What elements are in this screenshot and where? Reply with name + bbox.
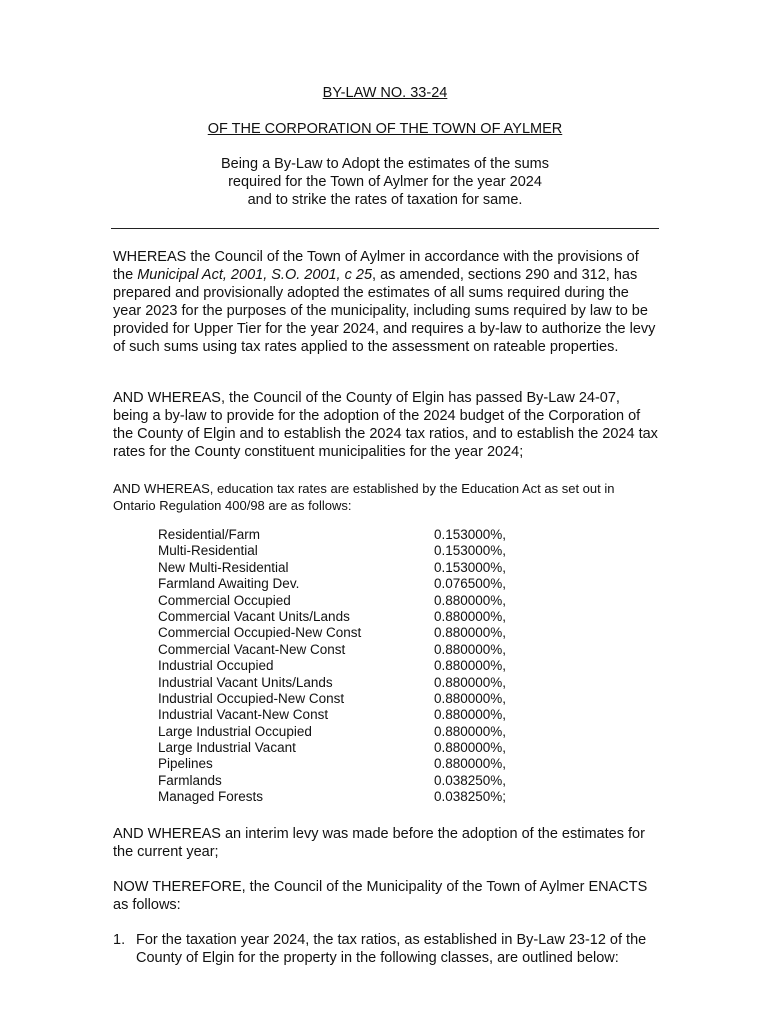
rate-value: 0.153000%, xyxy=(434,559,507,575)
rate-class-name: Multi-Residential xyxy=(158,543,258,559)
list-item-number: 1. xyxy=(113,932,126,948)
corporation-heading: OF THE CORPORATION OF THE TOWN OF AYLMER xyxy=(207,121,563,137)
rate-row xyxy=(158,707,558,723)
rate-class-name: Commercial Occupied xyxy=(158,592,291,608)
rate-value: 0.880000%, xyxy=(434,690,507,706)
rate-class-name: Commercial Vacant Units/Lands xyxy=(158,608,350,624)
rate-row xyxy=(158,691,558,707)
rate-row xyxy=(158,724,558,740)
rate-row xyxy=(158,675,558,691)
rate-value: 0.880000%, xyxy=(434,707,507,723)
rate-value: 0.153000%, xyxy=(434,543,507,559)
enacting-clause: NOW THEREFORE, the Council of the Municipality of the Town of Aylmer ENACTS as follows: xyxy=(113,879,648,913)
rate-class-name: Large Industrial Occupied xyxy=(158,723,312,739)
rate-class-name: New Multi-Residential xyxy=(158,559,289,575)
rate-value: 0.880000%, xyxy=(434,641,507,657)
rate-class-name: Industrial Occupied-New Const xyxy=(158,690,345,706)
rate-row xyxy=(158,527,558,543)
rate-class-name: Industrial Vacant Units/Lands xyxy=(158,674,333,690)
education-tax-rates-list xyxy=(158,527,558,806)
whereas-1-text-a: WHEREAS the Council of the Town of Aylmer in accordance with the provisions of the xyxy=(113,249,639,283)
subtitle-line: Being a By-Law to Adopt the estimates of the sums xyxy=(220,156,550,172)
whereas-paragraph-3: AND WHEREAS, education tax rates are established by the Education Act as set out in Ontario Regulation 400/98 are as follows: xyxy=(113,481,615,513)
rate-value: 0.880000%, xyxy=(434,740,507,756)
rate-row xyxy=(158,576,558,592)
rate-class-name: Industrial Vacant-New Const xyxy=(158,707,329,723)
rate-row xyxy=(158,740,558,756)
rate-value: 0.880000%, xyxy=(434,658,507,674)
rate-value: 0.038250%, xyxy=(434,772,507,788)
rate-class-name: Pipelines xyxy=(158,756,213,772)
rate-class-name: Commercial Vacant-New Const xyxy=(158,641,346,657)
rate-value: 0.880000%, xyxy=(434,674,507,690)
rate-value: 0.880000%, xyxy=(434,756,507,772)
subtitle-line: required for the Town of Aylmer for the year 2024 xyxy=(228,174,542,190)
rate-value: 0.880000%, xyxy=(434,608,507,624)
list-item-text: For the taxation year 2024, the tax ratios, as established in By-Law 23-12 of the County of Elgin for the property in the following classes, are outlined below: xyxy=(136,932,647,966)
rate-row xyxy=(158,642,558,658)
whereas-paragraph-1 xyxy=(113,248,659,356)
rate-row xyxy=(158,543,558,559)
rate-row xyxy=(158,593,558,609)
rate-value: 0.880000%, xyxy=(434,592,507,608)
rate-value: 0.076500%, xyxy=(434,576,507,592)
rate-row xyxy=(158,625,558,641)
rate-class-name: Managed Forests xyxy=(158,789,264,805)
rate-class-name: Commercial Occupied-New Const xyxy=(158,625,362,641)
subtitle-line: and to strike the rates of taxation for same. xyxy=(247,192,523,208)
whereas-paragraph-4: AND WHEREAS an interim levy was made before the adoption of the estimates for the current year; xyxy=(113,826,645,860)
rate-row xyxy=(158,658,558,674)
rate-class-name: Industrial Occupied xyxy=(158,658,274,674)
municipal-act-citation: Municipal Act, 2001, S.O. 2001, c 25 xyxy=(137,267,373,283)
rate-value: 0.038250%; xyxy=(434,789,507,805)
horizontal-divider xyxy=(111,228,659,229)
rate-class-name: Residential/Farm xyxy=(158,527,261,542)
rate-value: 0.880000%, xyxy=(434,625,507,641)
rate-class-name: Farmlands xyxy=(158,772,222,788)
whereas-paragraph-2: AND WHEREAS, the Council of the County of Elgin has passed By-Law 24-07, being a by-law to provide for the adoption of the 2024 budget of the Corporation of the County of Elgin and to establish the 2024 tax ratios, and to establish the 2024 tax rates for the County constituent municipalities for the year 2024; xyxy=(113,390,658,460)
bylaw-number-heading: BY-LAW NO. 33-24 xyxy=(322,85,448,101)
whereas-1-text-b: , as amended, sections 290 and 312, has prepared and provisionally adopted the estimates of all sums required during the year 2023 for the purposes of the municipality, including sums required by law to be provided for Upper Tier for the year 2024, and requires a by-law to authorize the levy of such sums using tax rates applied to the assessment on rateable properties. xyxy=(113,267,656,355)
rate-row xyxy=(158,756,558,772)
rate-value: 0.880000%, xyxy=(434,723,507,739)
bylaw-subtitle xyxy=(0,155,770,209)
rate-row xyxy=(158,609,558,625)
rate-row xyxy=(158,789,558,805)
rate-value: 0.153000%, xyxy=(434,527,507,542)
rate-class-name: Farmland Awaiting Dev. xyxy=(158,576,300,592)
rate-row xyxy=(158,773,558,789)
rate-row xyxy=(158,560,558,576)
rate-class-name: Large Industrial Vacant xyxy=(158,740,296,756)
